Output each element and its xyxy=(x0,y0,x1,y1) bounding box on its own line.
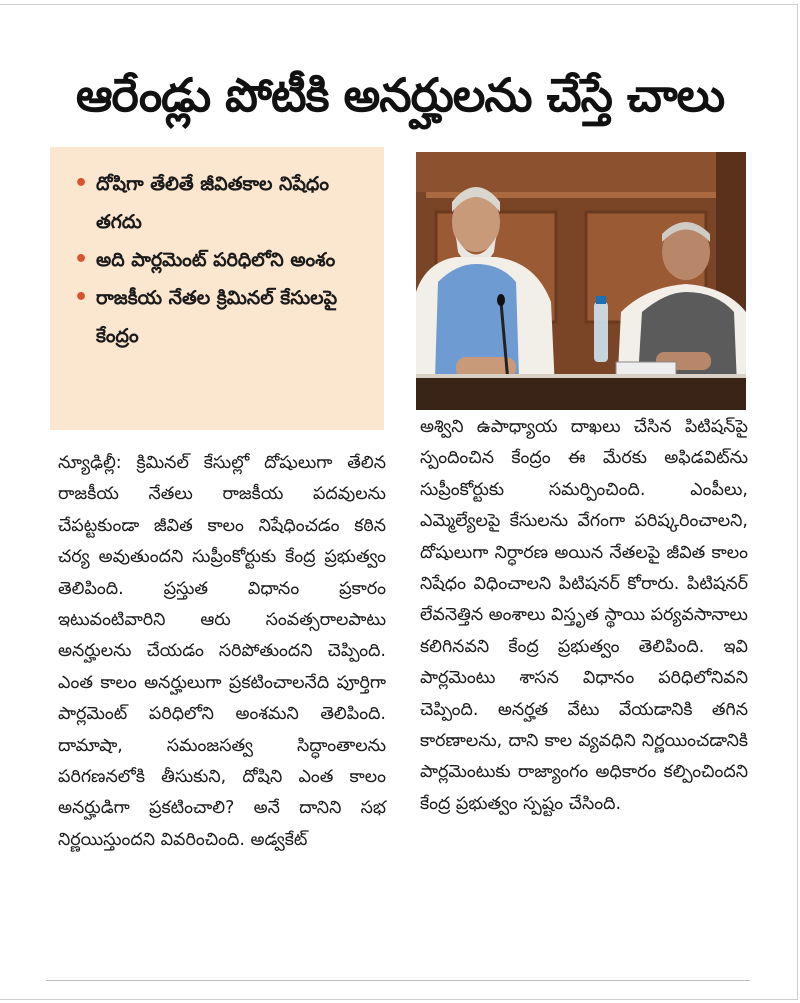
bullet-icon: • xyxy=(74,171,89,196)
bullet-icon: • xyxy=(74,247,89,272)
bullet-icon: • xyxy=(74,285,89,310)
highlight-text: రాజకీయ నేతల క్రిమినల్ కేసులపై కేంద్రం xyxy=(96,287,338,347)
highlight-text: అది పార్లమెంట్ పరిధిలోని అంశం xyxy=(96,249,336,271)
highlight-item xyxy=(74,165,366,241)
highlight-item xyxy=(74,279,366,355)
highlight-item xyxy=(74,241,366,279)
highlights-box xyxy=(50,147,384,430)
bottom-divider xyxy=(46,980,750,981)
highlight-text: దోషిగా తేలితే జీవితకాల నిషేధం తగదు xyxy=(96,173,329,233)
headline: ఆరేండ్లు పోటీకి అనర్హులను చేస్తే చాలు xyxy=(75,68,725,122)
photo-illustration xyxy=(416,152,746,410)
article-column-left: న్యూఢిల్లీ: క్రిమినల్ కేసుల్లో దోషులుగా తేలిన రాజకీయ నేతలు రాజకీయ పదవులను చేపట్టకుండా జీవిత కాలం నిషేధించడం కఠిన చర్య అవుతుందని సుప్రీంకోర్టుకు కేంద్ర ప్రభుత్వం తెలిపింది. ప్రస్తుత విధానం ప్రకారం ఇటువంటివారిని ఆరు సంవత్సరాలపాటు అనర్హులను చేయడం సరిపోతుందని చెప్పింది. ఎంత కాలం అనర్హులుగా ప్రకటించాలనేది పూర్తిగా పార్లమెంట్ పరిధిలోని అంశమని తెలిపింది. దామాషా, సమంజసత్వ సిద్ధాంతాలను పరిగణనలోకి తీసుకుని, దోషిని ఎంత కాలం అనర్హుడిగా ప్రకటించాలి? అనే దానిని సభ నిర్ణయిస్తుందని వివరించింది. అడ్వకేట్ xyxy=(58,453,386,850)
news-photo xyxy=(416,152,746,410)
article-column-right: అశ్విని ఉపాధ్యాయ దాఖలు చేసిన పిటిషన్‌పై స్పందించిన కేంద్రం ఈ మేరకు అఫిడవిట్‌ను సుప్రీంకోర్టుకు సమర్పించింది. ఎంపీలు, ఎమ్మెల్యేలపై కేసులను వేగంగా పరిష్కరించాలని, దోషులుగా నిర్ధారణ అయిన నేతలపై జీవిత కాలం నిషేధం విధించాలని పిటిషనర్ కోరారు. పిటిషనర్ లేవనెత్తిన అంశాలు విస్తృత స్థాయి పర్యవసానాలు కలిగినవని కేంద్ర ప్రభుత్వం తెలిపింది. ఇవి పార్లమెంటు శాసన విధానం పరిధిలోనివని చెప్పింది. అనర్హత వేటు వేయడానికి తగిన కారణాలను, దాని కాల వ్యవధిని నిర్ణయించడానికి పార్లమెంటుకు రాజ్యాంగం అధికారం కల్పించిందని కేంద్ర ప్రభుత్వం స్పష్టం చేసింది. xyxy=(420,417,748,814)
